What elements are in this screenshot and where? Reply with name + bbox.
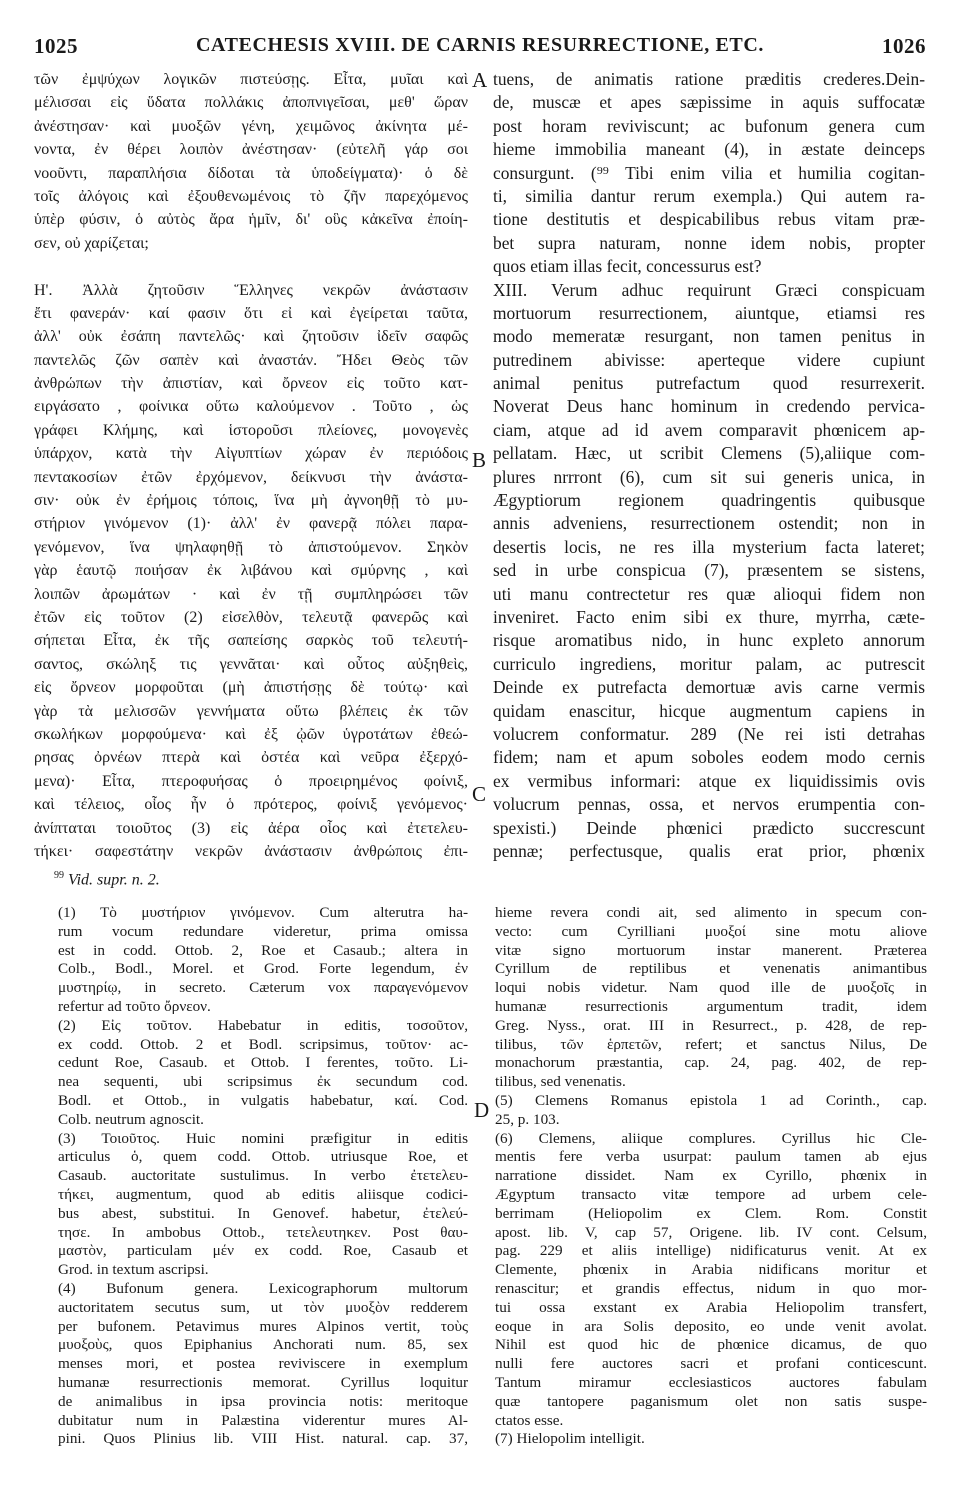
footnote-line: (4) Bufonum genera. Lexicographorum multorum [58, 1279, 468, 1297]
latin-line: fidem; nam et apum soboles eodem modo cernis [493, 747, 925, 768]
footnote-line: refertur ad τοῦτο ὄρνεον. [58, 997, 211, 1015]
greek-line: σήπεται Εἶτα, ἐκ τῆς σαπείσης σαρκὸς τοῦ τελευτή- [34, 632, 468, 650]
footnote-line: cedunt Roe, Casaub. et Ottob. I ferentes, τοῦτο. Li- [58, 1054, 468, 1072]
cross-reference-note [54, 870, 160, 889]
footnote-line: Greg. Nyss., orat. III in Resurrect., p. 428, de rep- [495, 1016, 927, 1034]
footnote-line: per bufonem. Petavimus mures Alpinos vertit, τοὺς [58, 1317, 468, 1335]
latin-line: volucrum pennas, ossa, et nervos erumpentia con- [493, 794, 925, 815]
latin-line: putredinem abivisse: aperteque videre cupiunt [493, 349, 925, 370]
greek-line: νοντα, ἐν θέρει λοιπὸν ἀνέστησαν· (εὐτελῆ γάρ σοι [34, 141, 468, 159]
footnote-line: (5) Clemens Romanus epistola 1 ad Corinth., cap. [495, 1091, 927, 1109]
footnote-line: monachorum præstantia, cap. 24, pag. 402, de rep- [495, 1054, 927, 1072]
footnote-line: narratione dissidet. Nam ex Cyrillo, phœnix in [495, 1167, 927, 1185]
greek-line: ἐτῶν εἰς τοῦτον (2) εἰσελθὸν, τελευτᾷ φανερῶς καὶ [34, 608, 468, 626]
latin-line: modo memeratæ resurgant, non tamen penitus in [493, 326, 925, 347]
footnote-line: τήκει, augmentum, quod ab editis aliisque codici- [58, 1185, 468, 1203]
latin-line: tuens, de animatis ratione præditis crederes.Dein- [493, 69, 925, 89]
footnote-line: (1) Τὸ μυστήριον γινόμενον. Cum alterutra ha- [58, 904, 468, 921]
greek-line: γράφει Κλήμης, καὶ ἱστοροῦσι πλείονες, μονογενὲς [34, 421, 468, 439]
footnote-line: Colb., Bodl., Morel. et Grod. Forte legendum, ἐν [58, 960, 468, 978]
latin-line: desertis locis, ne res illa mysterium facta lateret; [493, 536, 925, 557]
footnote-line: (6) Clemens, aliique complures. Cyrillus hic Cle- [495, 1129, 927, 1147]
footnote-line: humanæ resurrectionis argumentum tradit, idem [495, 997, 927, 1015]
footnote-line: (3) Τοιοῦτος. Huic nomini præfigitur in editis [58, 1129, 468, 1147]
footnote-line: hieme revera condi ait, sed alimento in specum con- [495, 904, 927, 921]
greek-line [34, 255, 468, 278]
latin-line: mortuorum resurrectionem, aiuntque, etiamsi res [493, 302, 925, 323]
greek-line: τήκει· σαφεστάτην νεκρῶν ἀνάστασιν ἀνθρώποις ἐπι- [34, 842, 468, 860]
greek-line: πεντακοσίων ἐτῶν ἐρχόμενον, δείκνυσι τὴν ἀνάστα- [34, 468, 468, 486]
margin-letter-c: C [472, 782, 487, 806]
greek-line: γὰρ ἑαυτῷ ποιήσαν ἐκ λιβάνου καὶ σμύρνης , καὶ [34, 562, 468, 580]
latin-line: Ægyptiorum regionem quadringentis quibusque [493, 490, 925, 511]
greek-line: μενα)· Εἶτα, πτεροφυήσας ὁ προειρημένος φοίνιξ, [34, 772, 468, 790]
latin-line: post horam reviviscunt; ac bufonum genera cum [493, 115, 925, 136]
greek-line: ρησας ὀρνέων πτερὰ καὶ ὀστέα καὶ νεῦρα ἐξερχό- [34, 749, 468, 767]
footnote-line: articulus ὁ, quem codd. Ottob. utriusque Roe, et [58, 1148, 468, 1166]
footnote-line: de animalibus in ipsa provincia notis: meritoque [58, 1392, 468, 1410]
latin-line: bet supra naturam, nonne idem nobis, propter [493, 232, 925, 253]
margin-letter-d: D [474, 1098, 490, 1122]
footnote-line: vecto: cum Cyrilliani μυοξοί sine motu aliove [495, 922, 927, 940]
latin-column [493, 68, 925, 863]
latin-line: Noverat Deus hanc hominum in credendo pervica- [493, 396, 925, 417]
footnote-line: (7) Hielopolim intelligit. [495, 1430, 645, 1448]
footnote-line: Nihil est quod hic de phœnice dicamus, de quo [495, 1336, 927, 1354]
latin-line: tione destitutis et despicabilibus rebus vitam præ- [493, 209, 925, 230]
latin-line: consurgunt. (⁹⁹ Tibi enim vilia et humilia cogitan- [493, 162, 925, 183]
footnote-line: vitæ signo mortuorum instar manerent. Præterea [495, 941, 927, 959]
greek-line: λοιπῶν ἀρωμάτων · καὶ ἐν τῇ συμπληρώσει τῶν [34, 585, 468, 603]
footnote-line: pini. Quos Plinius lib. VIII Hist. natural. cap. 37, [58, 1430, 468, 1448]
latin-line: quos etiam illas fecit, concessurus est? [493, 256, 762, 277]
latin-line: ciam, atque ad id avem comparavit phœnicem ap- [493, 419, 925, 440]
greek-line: καὶ τέλειος, οἷος ἦν ὁ πρότερος, φοίνιξ γενόμενος· [34, 796, 468, 814]
footnote-line: loqui nobis videtur. Nam quod ille de μυοξοῖς in [495, 979, 927, 997]
latin-line: animal penitus putrefactum quod resurrexerit. [493, 373, 925, 394]
footnotes-right [495, 904, 927, 1449]
footnote-line: tilibus, τῶν ἑρπετῶν, refert; et sanctus Nilus, De [495, 1035, 927, 1053]
footnote-line: Clemente, phœnix in Arabia nidificans moritur et [495, 1261, 927, 1279]
footnote-line: μαστὸν, particulam μέν ex codd. Roe, Casaub et [58, 1242, 468, 1260]
greek-line: σαντος, σκώληξ τις γεννᾶται· καὶ οὗτος αὐξηθεὶς, [34, 655, 468, 673]
footnote-line: eoque in ara Solis deposito, eo unde venit avolat. [495, 1317, 927, 1335]
footnote-line: est in codd. Ottob. 2, Roe et Casaub.; altera in [58, 941, 468, 959]
footnote-line: Grod. in textum ascripsi. [58, 1261, 209, 1279]
greek-line: ἀνθρώπων τὴν ἀπιστίαν, καὶ ὄρνεον εἰς τοῦτο κατ- [34, 375, 468, 393]
footnote-line: bus abest, substitui. In Genovef. habetur, ἐτελεύ- [58, 1204, 468, 1222]
footnote-line: (2) Εἰς τοῦτον. Habebatur in editis, τοσοῦτον, [58, 1016, 468, 1034]
greek-line: γενόμενον, ἵνα ψηλαφηθῇ τὸ ἀπιστούμενον. Σηκὸν [34, 538, 468, 556]
footnote-line: Tantum miramur ecclesiasticos auctores fabulam [495, 1373, 927, 1391]
latin-line: annis adveniens, resurrectionem ostendit; non in [493, 513, 925, 534]
footnote-line: tilibus, sed venenatis. [495, 1073, 626, 1091]
latin-line: plures nrrront (6), cum sit sui generis unica, in [493, 466, 925, 487]
latin-line: curriculo ingrediens, moritur palam, ac putrescit [493, 653, 925, 674]
footnote-line: ex codd. Ottob. 2 et Bodl. scripsimus, τοῦτον· ac- [58, 1035, 468, 1053]
footnote-line: quæ tantopere paganismum olet non satis suspe- [495, 1392, 927, 1410]
footnote-line: nea sequenti, ubi scripsimus ἐκ secundum cod. [58, 1073, 468, 1091]
greek-column [34, 68, 468, 863]
latin-line: pellatam. Hæc, ut scribit Clemens (5),aliique com- [493, 443, 925, 464]
latin-line: quidam enascitur, hicque augmentum capiens in [493, 700, 925, 721]
latin-line: volucrem conformatur. 289 (Ne rei isti detrahas [493, 723, 925, 744]
greek-line: ειργάσατο , φοίνικα οὕτω καλούμενον . Τοῦτο , ὡς [34, 398, 468, 416]
latin-line: ti, similia dantur rerum exempla.) Qui autem ra- [493, 185, 925, 206]
latin-line: hieme immobilia maneant (4), in æstate deinceps [493, 139, 925, 160]
page-number-left: 1025 [34, 34, 78, 58]
footnote-line: μυοξοὺς, quos Epiphanius Anchorati num. 85, sex [58, 1336, 468, 1354]
page-number-right: 1026 [882, 34, 926, 58]
footnote-line: nulli fere auctores sacri et profani conticescunt. [495, 1355, 927, 1373]
greek-line: σεν, οὐ χαρίζεται; [34, 234, 149, 252]
greek-line: εἰς ὄρνεον μορφοῦται (μὴ ἀπιστήσῃς δὲ τούτῳ· καὶ [34, 679, 468, 697]
latin-line: Deinde ex putrefacta demortuæ avis carne vermis [493, 677, 925, 698]
greek-line: ἀλλ' οὐκ ἐσάπη παντελῶς· καὶ ζητοῦσιν ἰδεῖν σαφῶς [34, 328, 468, 346]
greek-line: μέλισσαι εἰς ὕδατα πολλάκις ἀποπνιγεῖσαι, μεθ' ὥραν [34, 94, 468, 112]
footnote-line: apost. lib. V, cap 57, Origene. lib. IV cont. Celsum, [495, 1223, 927, 1241]
footnote-line: Ægyptum transacto vitæ tempore ad urbem cele- [495, 1185, 927, 1203]
latin-line: de, muscæ et apes sæpissime in aquis suffocatæ [493, 92, 925, 113]
footnote-line: auctoritatem secutus sum, ut τὸν μυοξὸν redderem [58, 1298, 468, 1316]
footnote-line: berrimam (Heliopolim ex Clem. Rom. Constit [495, 1204, 927, 1222]
greek-line: Η'. Ἀλλὰ ζητοῦσιν Ἕλληνες νεκρῶν ἀνάστασιν [34, 281, 468, 299]
footnotes-left [58, 904, 468, 1449]
running-head [34, 34, 926, 58]
latin-line: spexisti.) Deinde phœnici prædicto succrescunt [493, 817, 925, 838]
greek-line: παντελῶς ζῶν σαπὲν καὶ ἀναστάν. Ἤδει Θεὸς τῶν [34, 351, 468, 369]
greek-line: τῶν ἐμψύχων λογικῶν πιστεύσῃς. Εἶτα, μυῖαι καὶ [34, 71, 468, 88]
footnote-line: mentis fere verba usurpat: paulum tamen ab ejus [495, 1148, 927, 1166]
greek-line: ἀνίπταται τοιοῦτος (3) εἰς ἀέρα οἷος καὶ ἐτετελευ- [34, 819, 468, 837]
greek-line: νοοῦντι, παραπλήσια δίδοται τὰ ὑποδείγματα)· ὁ δὲ [34, 164, 468, 182]
latin-line: uti manu contrectetur res quæ alioqui fidem non [493, 583, 925, 604]
page-title: CATECHESIS XVIII. DE CARNIS RESURRECTIONE, ETC. [196, 34, 764, 56]
footnote-line: Colb. neutrum agnoscit. [58, 1110, 204, 1128]
footnote-line: tui ossa exstant ex Arabia Heliopolim transfert, [495, 1298, 927, 1316]
greek-line: τοῖς ἀλόγοις καὶ ἐξουθενωμένοις τὸ ζῆν παρεχόμενος [34, 187, 468, 205]
greek-line: ἀνέστησαν· καὶ μυοξῶν γένη, χειμῶνος ἀκίνητα μέ- [34, 117, 468, 135]
footnote-line: Casaub. auctoritate sustulimus. In verbo ἐτετελευ- [58, 1167, 468, 1185]
footnote-line: Cyrillum de reptilibus et venenatis animantibus [495, 960, 927, 978]
footnote-line: τησε. In ambobus Ottob., τετελευτηκεν. Post θαυ- [58, 1223, 468, 1241]
greek-line: σιν· οὐκ ἐν ἐρήμοις τόποις, ἵνα μὴ ἀγνοηθῇ τὸ μυ- [34, 492, 468, 510]
latin-line: sed in urbe conspicua (7), præsentem se sistens, [493, 560, 925, 581]
greek-line: στήριον γινόμενον (1)· ἀλλ' ἐν φανερᾷ πόλει παρα- [34, 515, 468, 533]
greek-line: ὑπὲρ φύσιν, ὁ αὐτὸς ἄρα ἡμῖν, δι' οὓς κἀκεῖνα ἐποίη- [34, 211, 468, 229]
latin-line: risque aromatibus nido, in hunc expleto annorum [493, 630, 925, 651]
footnote-line: pag. 229 et aliis intellige) nidificaturus venit. At ex [495, 1242, 927, 1260]
latin-line: inveniret. Facto enim sibi ex thure, myrrha, cæte- [493, 606, 925, 627]
greek-line: γὰρ τὰ μελισσῶν γεννήματα οὕτω βλέπεις ἐκ τῶν [34, 702, 468, 720]
note-text: Vid. supr. n. 2. [68, 871, 160, 889]
margin-letter-a: A [472, 68, 488, 92]
footnote-line: μυστηρίῳ, in secreto. Cæterum vox παραγενόμενον [58, 979, 468, 997]
latin-line: pennæ; perfectusque, qualis erat prior, phœnix [493, 840, 925, 861]
footnote-line: menses mori, et postea reviviscere in exemplum [58, 1355, 468, 1373]
margin-letter-b: B [472, 448, 487, 472]
footnote-line: rum vocum redundare videretur, prima omissa [58, 922, 468, 940]
footnote-line: dubitatur num in Palæstina viderentur mures Al- [58, 1411, 468, 1429]
footnote-line: Bodl. et Ottob., in vulgatis habebatur, καί. Cod. [58, 1091, 468, 1109]
latin-line: ex vermibus informari: atque ex liquidissimis ovis [493, 770, 925, 791]
latin-line: XIII. Verum adhuc requirunt Græci conspicuam [493, 279, 925, 300]
footnote-line: humanæ resurrectionis memorat. Cyrillus loquitur [58, 1373, 468, 1391]
greek-line: ὑπάρχον, κατὰ τὴν Αἰγυπτίων χώραν ἐν περιόδοις [34, 445, 468, 463]
footnote-line: ctatos esse. [495, 1411, 564, 1429]
note-marker: 99 [54, 870, 64, 881]
greek-line: ἔτι φανεράν· καί φασιν ὅτι εἰ καὶ ἐγείρεται ταῦτα, [34, 304, 468, 322]
greek-line: σκωλήκων μορφούμενα· καὶ ἐξ ᾠῶν ὑγροτάτων ἐθεώ- [34, 725, 468, 743]
footnote-line: 25, p. 103. [495, 1110, 560, 1128]
footnote-line: renascitur; et grandis effectus, nidum in quo mor- [495, 1279, 927, 1297]
